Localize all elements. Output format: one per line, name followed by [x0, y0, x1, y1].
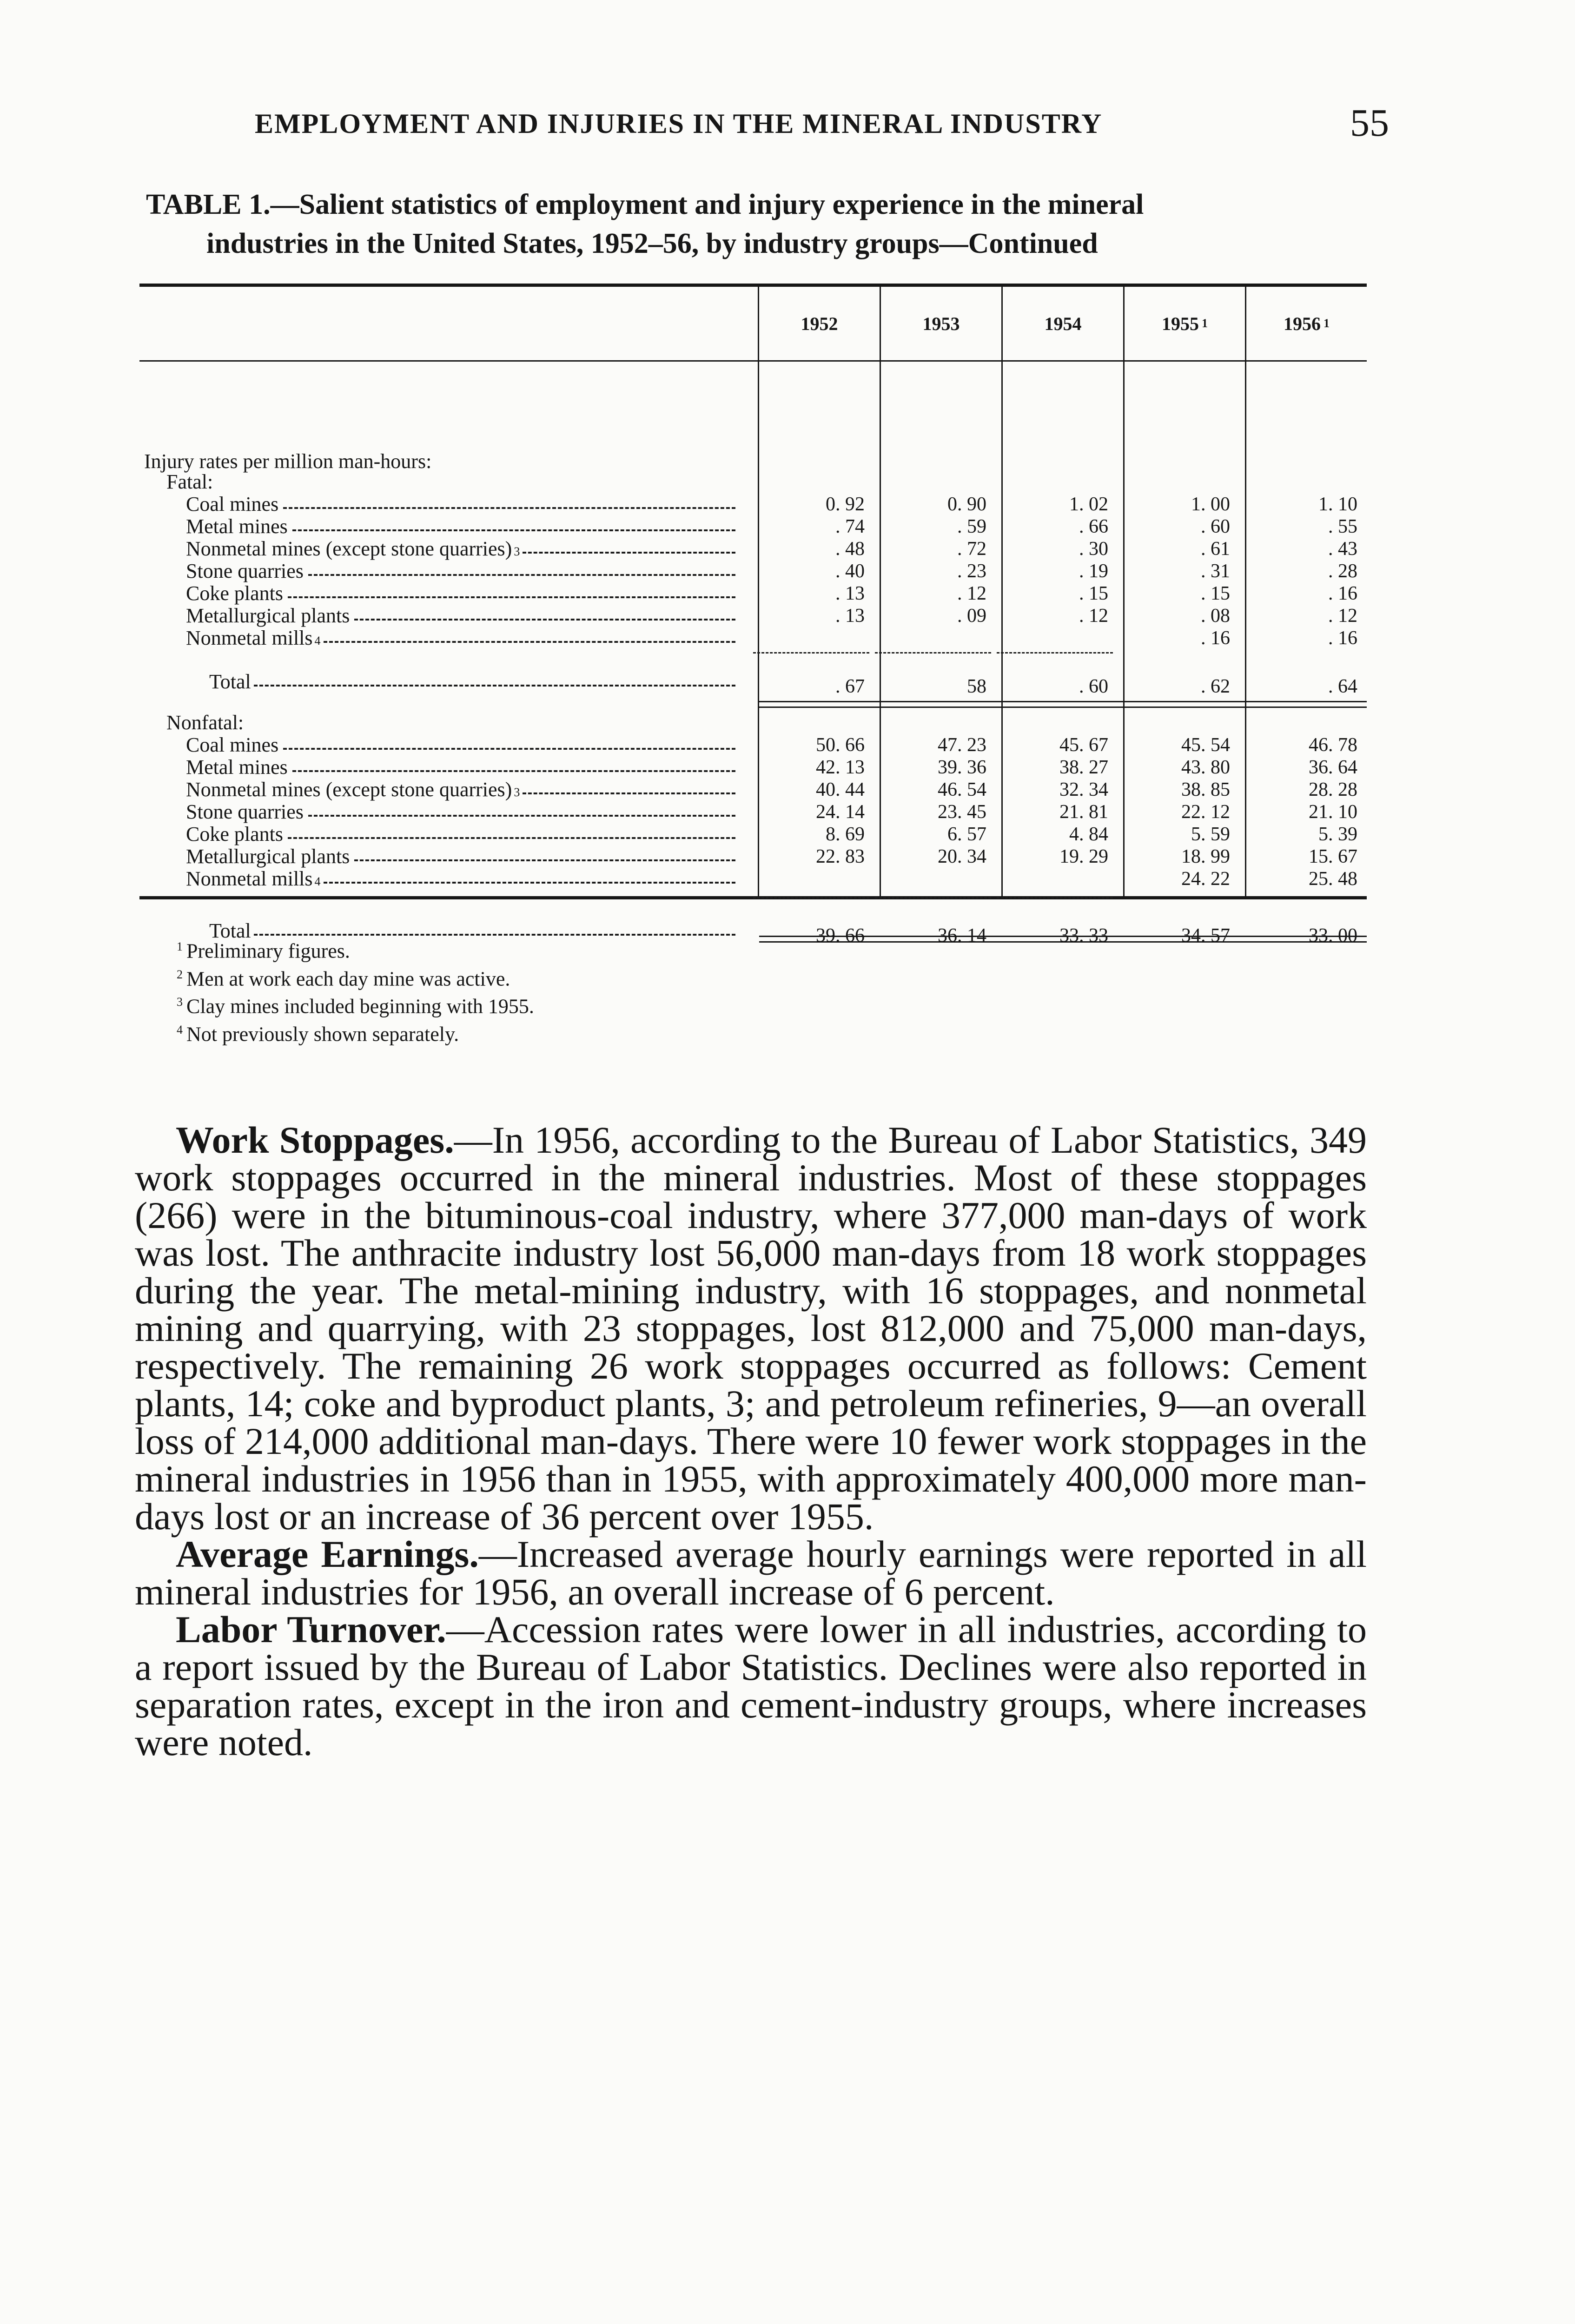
running-title: EMPLOYMENT AND INJURIES IN THE MINERAL INDUSTRY — [255, 108, 1103, 139]
run-in-heading: Labor Turnover. — [176, 1608, 446, 1651]
table-caption-line: industries in the United States, 1952–56, by industry groups—Continued — [206, 228, 1098, 259]
table-cell: . 08 — [1201, 605, 1230, 627]
table-cell: 15. 67 — [1309, 846, 1357, 867]
row-label: Coal mines — [186, 493, 739, 516]
footnotes — [177, 935, 534, 1046]
total-rule — [759, 701, 1367, 708]
page-number: 55 — [1350, 101, 1389, 145]
table-cell: . 28 — [1328, 561, 1357, 582]
table-cell: . 40 — [835, 561, 865, 582]
table-cell: 40. 44 — [816, 779, 865, 800]
table-cell: . 23 — [957, 561, 986, 582]
row-label: Coal mines — [186, 733, 739, 757]
table-cell: . 31 — [1201, 561, 1230, 582]
table-cell: . 72 — [957, 538, 986, 560]
row-label: Metallurgical plants — [186, 604, 739, 627]
total-cell: 33. 33 — [1059, 925, 1108, 946]
table-cell: 46. 54 — [938, 779, 986, 800]
table-cell: . 48 — [835, 538, 865, 560]
table-cell: 38. 85 — [1181, 779, 1230, 800]
table-cell: 1. 10 — [1318, 494, 1357, 515]
table-cell: 42. 13 — [816, 757, 865, 778]
total-cell: 34. 57 — [1181, 925, 1230, 946]
table-cell: . 30 — [1079, 538, 1108, 560]
table-cell: 36. 64 — [1309, 757, 1357, 778]
table-cell: 19. 29 — [1059, 846, 1108, 867]
total-cell: 33. 00 — [1309, 925, 1357, 946]
table-cell: 25. 48 — [1309, 868, 1357, 890]
table-cell: 28. 28 — [1309, 779, 1357, 800]
table-cell: 6. 57 — [947, 824, 986, 845]
total-label: Total — [209, 919, 739, 943]
table-cell: 24. 22 — [1181, 868, 1230, 890]
table-cell: 20. 34 — [938, 846, 986, 867]
table-cell: 22. 12 — [1181, 801, 1230, 823]
row-label: Metallurgical plants — [186, 845, 739, 868]
total-cell: 39. 66 — [816, 925, 865, 946]
year-column-header: 1953 — [880, 287, 1001, 360]
column-rule — [1001, 362, 1003, 896]
footnote: $^4$ Not previously shown separately. — [177, 1023, 459, 1046]
table-cell: 39. 36 — [938, 757, 986, 778]
total-cell: . 64 — [1328, 676, 1357, 697]
table-cell: . 16 — [1201, 627, 1230, 649]
cell-separator — [753, 652, 869, 654]
year-column-header: 1956 1 — [1245, 287, 1367, 360]
cell-separator — [997, 897, 1113, 898]
paragraph-work-stoppages — [135, 1119, 1367, 1538]
table-cell: 1. 00 — [1191, 494, 1230, 515]
row-label: Stone quarries — [186, 560, 739, 583]
table-cell: 38. 27 — [1059, 757, 1108, 778]
table-header-row — [139, 287, 1367, 362]
row-label: Metal mines — [186, 515, 739, 538]
table-cell: . 15 — [1201, 583, 1230, 604]
table-cell: . 13 — [835, 605, 865, 627]
table-cell: . 12 — [957, 583, 986, 604]
cell-separator — [875, 652, 991, 654]
table-cell: 21. 81 — [1059, 801, 1108, 823]
footnote: $^2$ Men at work each day mine was active. — [177, 967, 510, 990]
cell-separator — [875, 897, 991, 898]
total-label: Total — [209, 670, 739, 693]
paragraph-text: —Increased average hourly earnings were reported in all mineral industries for 1956, an overall increase of 6 percent. — [135, 1533, 1367, 1613]
total-rule — [759, 936, 1367, 943]
paragraph-labor-turnover — [135, 1608, 1367, 1763]
table-cell: . 12 — [1079, 605, 1108, 627]
table-cell: 45. 54 — [1181, 734, 1230, 756]
column-rule — [1245, 362, 1246, 896]
cell-separator — [753, 897, 869, 898]
table-cell: . 74 — [835, 516, 865, 537]
table-cell: 22. 83 — [816, 846, 865, 867]
paragraph-text: —In 1956, according to the Bureau of Labor Statistics, 349 work stoppages occurred in the mineral industries. Most of these stoppages (266) were in the bituminous-coal industry, where 377,000 man-days of work was lost. The anthracite industry lost 56,000 man-days from 18 work stoppages during the year. The metal-mining industry, with 16 stoppages, and nonmetal mining and quarrying, with 23 stoppages, lost 812,000 and 75,000 man-days, respectively. The remaining 26 work stoppages occurred as follows: Cement plants, 14; coke and byproduct plants, 3; and petroleum refineries, 9—an overall loss of 214,000 additional man-days. There were 10 fewer work stoppages in the mineral industries in 1956 than in 1955, with approximately 400,000 more man-days lost or an increase of 36 percent over 1955. — [135, 1119, 1367, 1538]
table-cell: 46. 78 — [1309, 734, 1357, 756]
row-label: Nonmetal mills 4 — [186, 867, 739, 893]
table-cell: . 13 — [835, 583, 865, 604]
table-cell: 23. 45 — [938, 801, 986, 823]
table-cell: 8. 69 — [826, 824, 865, 845]
table-caption — [146, 185, 1392, 263]
table-body — [139, 362, 1367, 946]
table-cell: 45. 67 — [1059, 734, 1108, 756]
table-cell: . 66 — [1079, 516, 1108, 537]
total-cell: . 62 — [1201, 676, 1230, 697]
total-cell: 58 — [967, 676, 986, 697]
year-column-header: 1952 — [758, 287, 880, 360]
total-cell: . 67 — [835, 676, 865, 697]
footnote-mark: 1 — [1324, 317, 1330, 330]
table-cell: 21. 10 — [1309, 801, 1357, 823]
table-cell: 18. 99 — [1181, 846, 1230, 867]
row-label: Coke plants — [186, 823, 739, 846]
paragraph-average-earnings — [135, 1535, 1367, 1611]
total-cell: . 60 — [1079, 676, 1108, 697]
table-cell: . 12 — [1328, 605, 1357, 627]
paragraph-text: —Accession rates were lower in all industries, according to a report issued by the Bureau of Labor Statistics. Declines were also reported in separation rates, except in the iron and cement-industry groups, where increases were noted. — [135, 1608, 1367, 1763]
run-in-heading: Average Earnings. — [176, 1533, 479, 1575]
table-cell: 0. 92 — [826, 494, 865, 515]
footnote: $^3$ Clay mines included beginning with 1955. — [177, 995, 534, 1018]
row-label: Metal mines — [186, 756, 739, 779]
table-cell: . 19 — [1079, 561, 1108, 582]
footnote-mark: 1 — [1202, 317, 1208, 330]
page-header — [255, 101, 1389, 150]
total-cell: 36. 14 — [938, 925, 986, 946]
run-in-heading: Work Stoppages. — [176, 1119, 454, 1161]
table-cell: 5. 59 — [1191, 824, 1230, 845]
table-cell: 1. 02 — [1069, 494, 1108, 515]
table-cell: 47. 23 — [938, 734, 986, 756]
table-cell: . 59 — [957, 516, 986, 537]
table-cell: . 61 — [1201, 538, 1230, 560]
fatal-section-label: Fatal: — [166, 470, 213, 493]
table-cell: 43. 80 — [1181, 757, 1230, 778]
year-column-header: 1954 — [1001, 287, 1123, 360]
table-cell: . 16 — [1328, 627, 1357, 649]
row-label: Nonmetal mills 4 — [186, 627, 739, 653]
table-cell: 4. 84 — [1069, 824, 1108, 845]
table-cell: . 43 — [1328, 538, 1357, 560]
nonfatal-section-label: Nonfatal: — [166, 711, 244, 734]
table-cell: 24. 14 — [816, 801, 865, 823]
row-label: Coke plants — [186, 582, 739, 605]
table-cell: 32. 34 — [1059, 779, 1108, 800]
table-cell: 50. 66 — [816, 734, 865, 756]
table-cell: 0. 90 — [947, 494, 986, 515]
column-rule — [1123, 362, 1125, 896]
column-rule — [758, 362, 759, 896]
footnote: $^1$ Preliminary figures. — [177, 939, 350, 963]
statistics-table — [139, 284, 1367, 946]
cell-separator — [997, 652, 1113, 654]
year-column-header: 1955 1 — [1123, 287, 1245, 360]
table-cell: . 60 — [1201, 516, 1230, 537]
row-label: Stone quarries — [186, 800, 739, 824]
column-rule — [880, 362, 881, 896]
body-text — [135, 1121, 1367, 1761]
table-cell: 5. 39 — [1318, 824, 1357, 845]
table-section-heading: Injury rates per million man-hours: — [144, 450, 432, 473]
table-caption-line: TABLE 1.—Salient statistics of employment and injury experience in the mineral — [146, 189, 1144, 220]
row-label: Nonmetal mines (except stone quarries) 3 — [186, 537, 739, 563]
table-cell: . 55 — [1328, 516, 1357, 537]
row-label: Nonmetal mines (except stone quarries) 3 — [186, 778, 739, 804]
table-cell: . 16 — [1328, 583, 1357, 604]
table-cell: . 09 — [957, 605, 986, 627]
table-cell: . 15 — [1079, 583, 1108, 604]
